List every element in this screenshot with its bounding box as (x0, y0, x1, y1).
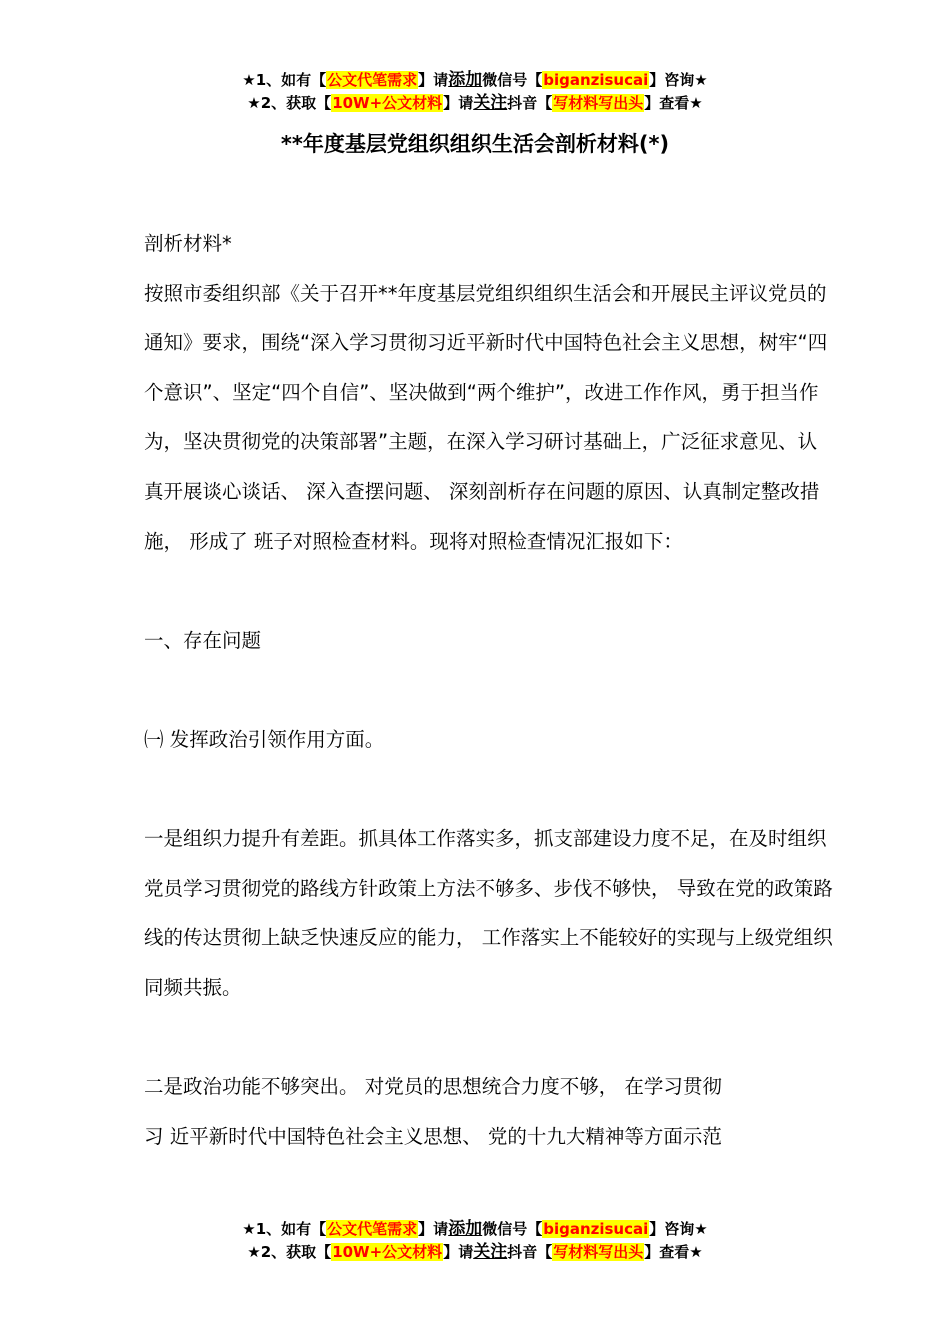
banner-text: 】查看★ (644, 1243, 703, 1261)
banner-line-2 (0, 1241, 950, 1264)
paragraph-spacer (144, 1013, 834, 1063)
subsection-heading: ㈠ 发挥政治引领作用方面。 (144, 727, 385, 751)
banner-text: 】请 (443, 1243, 474, 1261)
paragraph-spacer (144, 765, 834, 815)
banner-wechat-id: biganzisucai (543, 1220, 649, 1238)
document-body (144, 219, 834, 1161)
banner-douyin-account: 写材料写出头 (553, 94, 644, 112)
banner-text: 】请 (418, 71, 449, 89)
banner-text: 微信号【 (482, 71, 543, 89)
banner-wechat-id: biganzisucai (543, 71, 649, 89)
banner-highlight: 公文代笔需求 (327, 71, 418, 89)
banner-underlined: 添加 (448, 1219, 483, 1239)
issue-paragraph-1: 一是组织力提升有差距。抓具体工作落实多，抓支部建设力度不足，在及时组织党员学习贯彻党的路线方针政策上方法不够多、步伐不够快， 导致在党的政策路线的传达贯彻上缺乏快速反应的能力， 工作落实上不能较好的实现与上级党组织同频共振。 (144, 827, 833, 999)
banner-highlight: 公文代笔需求 (327, 1220, 418, 1238)
paragraph-spacer (144, 566, 834, 616)
footer-banner (0, 1218, 950, 1264)
paragraph-spacer (144, 665, 834, 715)
issue-paragraph-2-line-1: 二是政治功能不够突出。 对党员的思想统合力度不够， 在学习贯彻 (144, 1075, 722, 1099)
banner-highlight: 10W+公文材料 (332, 1243, 443, 1261)
banner-text: ★1、如有【 (242, 71, 327, 89)
banner-douyin-account: 写材料写出头 (553, 1243, 644, 1261)
intro-paragraph: 按照市委组织部《关于召开**年度基层党组织组织生活会和开展民主评议党员的通知》要求，围绕“深入学习贯彻习近平新时代中国特色社会主义思想，树牢“四个意识”、坚定“四个自信”、坚决做到“两个维护”，改进工作作风，勇于担当作为，坚决贯彻党的决策部署”主题，在深入学习研讨基础上，广泛征求意见、认真开展谈心谈话、 深入查摆问题、 深刻剖析存在问题的原因、认真制定整改措施， 形成了 班子对照检查材料。现将对照检查情况汇报如下： (144, 281, 828, 553)
banner-text: ★2、获取【 (247, 1243, 332, 1261)
header-banner (0, 69, 950, 115)
banner-line-2 (0, 92, 950, 115)
banner-text: 抖音【 (507, 1243, 553, 1261)
banner-highlight: 10W+公文材料 (332, 94, 443, 112)
document-subtitle: 剖析材料* (144, 232, 232, 255)
banner-text: 】请 (443, 94, 474, 112)
banner-underlined: 关注 (473, 93, 508, 113)
banner-text: 】查看★ (644, 94, 703, 112)
banner-line-1 (0, 69, 950, 92)
banner-text: ★2、获取【 (247, 94, 332, 112)
banner-text: ★1、如有【 (242, 1220, 327, 1238)
banner-text: 】咨询★ (649, 71, 708, 89)
banner-underlined: 添加 (448, 70, 483, 90)
banner-text: 】请 (418, 1220, 449, 1238)
document-title: **年度基层党组织组织生活会剖析材料(*) (280, 132, 670, 156)
banner-text: 】咨询★ (649, 1220, 708, 1238)
banner-text: 微信号【 (482, 1220, 543, 1238)
banner-line-1 (0, 1218, 950, 1241)
section-heading: 一、存在问题 (144, 628, 262, 652)
issue-paragraph-2-line-2: 习 近平新时代中国特色社会主义思想、 党的十九大精神等方面示范 (144, 1124, 722, 1148)
banner-text: 抖音【 (507, 94, 553, 112)
banner-underlined: 关注 (473, 1242, 508, 1262)
